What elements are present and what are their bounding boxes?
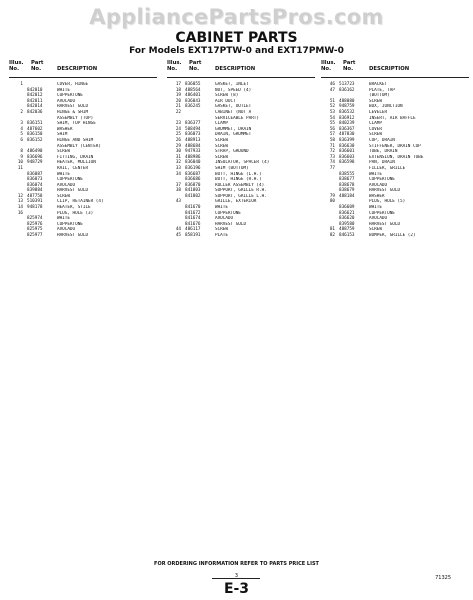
part-no: 841676 — [185, 221, 201, 227]
part-no: 836043 — [185, 98, 201, 104]
part-no: 836196 — [185, 165, 201, 171]
part-no: 838678 — [339, 182, 355, 188]
part-no: 836150 — [27, 132, 43, 138]
part-description: PAN, DRAIN — [369, 160, 395, 166]
part-no: 488564 — [185, 87, 201, 93]
part-no: 488913 — [185, 137, 201, 143]
part-no: 841674 — [185, 216, 201, 222]
part-description: COPPERTONE — [369, 177, 395, 183]
part-description: BRACKET — [369, 82, 388, 87]
part-description: SCREW — [215, 137, 228, 143]
part-no: 836055 — [185, 82, 201, 87]
part-description: HINGE AND SHIM — [57, 137, 94, 143]
part-description: INSERT, AIR BAFFLE — [369, 115, 416, 121]
part-no: 842014 — [27, 104, 43, 110]
part-no: 836152 — [27, 137, 43, 143]
part-description: COPPERTONE — [57, 221, 83, 227]
part-no: 836162 — [339, 87, 355, 93]
illus-no: 21 — [175, 104, 181, 110]
part-description: (BOTTOM) — [369, 93, 390, 99]
header-description: DESCRIPTION — [57, 66, 98, 72]
header-illus-no: Illus. No. — [9, 60, 24, 72]
document-number: 71325 — [435, 575, 451, 581]
part-no: 836073 — [185, 132, 201, 138]
illus-no: 14 — [17, 205, 23, 211]
part-no: 838677 — [339, 177, 355, 183]
part-no: 836686 — [185, 177, 201, 183]
part-no: 836621 — [339, 210, 355, 216]
illus-no: 43 — [175, 199, 181, 205]
part-description: STIFFENER, DRAIN CUP — [369, 143, 421, 149]
part-no: 487830 — [339, 132, 355, 138]
illus-no: 4 — [20, 126, 23, 132]
part-description: HARVEST GOLD — [369, 188, 401, 194]
part-description: GASKET, OUTLET — [215, 104, 252, 110]
part-no: 842010 — [27, 87, 43, 93]
part-description: GASKET, INLET — [215, 82, 249, 87]
part-description: SERVICEABLE PART) — [215, 115, 259, 121]
header-description: DESCRIPTION — [369, 66, 410, 72]
part-no: 836074 — [27, 182, 43, 188]
illus-no: 32 — [175, 160, 181, 166]
part-no: 488184 — [339, 193, 355, 199]
illus-no: 11 — [17, 165, 23, 171]
part-description: HARVEST GOLD — [57, 104, 89, 110]
part-description: SHIM (BOTTOM) — [215, 165, 249, 171]
illus-no: 2 — [20, 109, 23, 115]
part-no: 839884 — [27, 188, 43, 194]
part-description: AVOCADO — [215, 216, 234, 222]
part-no: 513723 — [339, 82, 355, 87]
part-no: 488759 — [339, 227, 355, 233]
part-description: TUBE, DRAIN — [369, 149, 398, 155]
part-no: 825974 — [27, 216, 43, 222]
illus-no: 55 — [329, 121, 335, 127]
part-no: 836603 — [339, 154, 355, 160]
part-no: 836630 — [339, 143, 355, 149]
part-no: 842036 — [27, 109, 43, 115]
part-no: 836040 — [185, 160, 201, 166]
part-description: RAIL, CENTER — [57, 165, 89, 171]
part-description: CLAMP — [215, 121, 228, 127]
part-no: 487758 — [27, 193, 43, 199]
part-description: COPPERTONE — [57, 93, 83, 99]
part-description: COPPERTONE — [57, 177, 83, 183]
part-description: SUPPORT, GRILLE R.H. — [215, 188, 267, 194]
part-description: GRILLE, EXTERIOR — [215, 199, 257, 205]
part-description: AVOCADO — [57, 98, 76, 104]
illus-no: 31 — [175, 154, 181, 160]
part-description: SCREW — [369, 132, 382, 138]
part-no: 836073 — [27, 177, 43, 183]
part-description: BOX, JUNCTION — [369, 104, 403, 110]
part-description: COVER, HINGE — [57, 82, 89, 87]
part-description: LEVELER — [369, 109, 388, 115]
part-description: WHITE — [57, 216, 70, 222]
part-description: PLATE, TAP — [369, 87, 395, 93]
part-no: 836696 — [27, 154, 43, 160]
illus-no: 77 — [329, 165, 335, 171]
illus-no: 71 — [329, 143, 335, 149]
illus-no: 17 — [175, 82, 181, 87]
part-no: 836598 — [339, 160, 355, 166]
illus-no: 30 — [175, 149, 181, 155]
part-description: HEATER, STILE — [57, 205, 91, 211]
illus-no: 54 — [329, 115, 335, 121]
illus-no: 10 — [17, 160, 23, 166]
part-description: AVOCADO — [369, 182, 388, 188]
part-description: WASHER — [57, 126, 73, 132]
page-number-rule — [212, 578, 260, 579]
part-no: 836687 — [185, 171, 201, 177]
page-title: CABINET PARTS — [175, 30, 298, 46]
part-description: PLATE — [215, 233, 228, 239]
part-description: HINGE & SHIM — [57, 109, 89, 115]
part-no: 836532 — [339, 109, 355, 115]
header-illus-no: Illus. No. — [167, 60, 182, 72]
illus-no: 58 — [329, 137, 335, 143]
part-description: BUTT, HINGE (L.H.) — [215, 171, 262, 177]
part-no: 836377 — [185, 121, 201, 127]
illus-no: 22 — [175, 109, 181, 115]
part-no: 948759 — [339, 104, 355, 110]
part-description: AVOCADO — [57, 227, 76, 233]
part-description: WASHER — [369, 193, 385, 199]
part-description: SCREW — [57, 193, 70, 199]
illus-no: 24 — [175, 126, 181, 132]
part-no: 836609 — [339, 205, 355, 211]
part-no: 486490 — [27, 149, 43, 155]
part-no: 836151 — [27, 121, 43, 127]
illus-no: 33 — [175, 165, 181, 171]
part-no: 840239 — [339, 121, 355, 127]
illus-no: 53 — [329, 109, 335, 115]
section-label: E-3 — [223, 581, 250, 597]
part-no: 486117 — [185, 227, 201, 233]
part-description: FILLER, GRILLE — [369, 165, 406, 171]
part-description: PLUG, HOLE (3) — [57, 210, 94, 216]
part-description: HARVEST GOLD — [369, 221, 401, 227]
illus-no: 79 — [329, 193, 335, 199]
part-description: COPPERTONE — [369, 210, 395, 216]
part-no: 858191 — [185, 233, 201, 239]
illus-no: 73 — [329, 154, 335, 160]
part-no: 487602 — [27, 126, 43, 132]
part-no: 836870 — [185, 182, 201, 188]
illus-no: 26 — [175, 137, 181, 143]
part-no: 508494 — [185, 126, 201, 132]
column-header — [167, 59, 315, 78]
ordering-note: FOR ORDERING INFORMATION REFER TO PARTS PRICE LIST — [154, 561, 319, 567]
part-no: 838555 — [339, 171, 355, 177]
part-description: CLAMP — [369, 121, 382, 127]
part-description: SHIM, TOP HINGE — [57, 121, 96, 127]
illus-no: 20 — [175, 98, 181, 104]
part-description: SCREW — [215, 154, 228, 160]
part-description: NUT, SPEED (4) — [215, 87, 252, 93]
part-description: SCREW — [369, 98, 382, 104]
part-description: WHITE — [57, 171, 70, 177]
part-description: AVOCADO — [57, 182, 76, 188]
illus-no: 16 — [17, 210, 23, 216]
illus-no: 72 — [329, 149, 335, 155]
illus-no: 46 — [329, 82, 335, 87]
illus-no: 57 — [329, 132, 335, 138]
part-description: ASSEMBLY (CENTER) — [57, 143, 101, 149]
illus-no: 23 — [175, 121, 181, 127]
illus-no: 1 — [20, 82, 23, 87]
part-description: SCREW — [369, 227, 382, 233]
part-no: 836912 — [339, 115, 355, 121]
illus-no: 29 — [175, 143, 181, 149]
part-description: WHITE — [369, 171, 382, 177]
part-no: 825975 — [27, 227, 43, 233]
illus-no: 37 — [175, 182, 181, 188]
part-description: HARVEST GOLD — [57, 233, 89, 239]
part-description: HARVEST GOLD — [215, 221, 247, 227]
illus-no: 8 — [20, 149, 23, 155]
part-description: EXTENSION, DRAIN TUBE — [369, 154, 424, 160]
part-no: 841802 — [185, 193, 201, 199]
part-no: 846153 — [339, 233, 355, 239]
header-part-no: Part No. — [31, 60, 44, 72]
illus-no: 19 — [175, 93, 181, 99]
illus-no: 80 — [329, 199, 335, 205]
parts-row — [9, 233, 157, 239]
part-description: HARVEST GOLD — [57, 188, 89, 194]
header-illus-no: Illus. No. — [321, 60, 336, 72]
site-watermark: AppliancePartsPros.com — [89, 5, 384, 29]
parts-column-2 — [167, 59, 315, 239]
illus-no: 18 — [175, 87, 181, 93]
illus-no: 56 — [329, 126, 335, 132]
illus-no: 9 — [20, 154, 23, 160]
part-description: SCREW — [57, 149, 70, 155]
column-header — [321, 59, 469, 78]
part-description: COPPERTONE — [215, 210, 241, 216]
part-description: HEATER, MULLION — [57, 160, 96, 166]
part-no: 838679 — [339, 188, 355, 194]
part-description: BUMPER, GRILLE (2) — [369, 233, 416, 239]
page-subtitle: For Models EXT17PTW-0 and EXT17PMW-0 — [129, 46, 344, 56]
part-no: 488080 — [339, 98, 355, 104]
part-description: INSULATOR, SPACER (4) — [215, 160, 270, 166]
part-description: SHIM — [57, 132, 68, 138]
parts-column-3 — [321, 59, 469, 239]
part-no: 488684 — [185, 143, 201, 149]
illus-no: 47 — [329, 87, 335, 93]
part-no: 486401 — [185, 93, 201, 99]
part-no: 842011 — [27, 98, 43, 104]
parts-row — [167, 233, 315, 239]
part-description: DRAIN, GROMMET — [215, 132, 252, 138]
parts-column-1 — [9, 59, 157, 239]
part-description: PLUG, HOLE (5) — [369, 199, 406, 205]
part-description: ROLLER ASSEMBLY (4) — [215, 182, 265, 188]
illus-no: 5 — [20, 132, 23, 138]
illus-no: 38 — [175, 188, 181, 194]
part-description: SCREW — [215, 227, 228, 233]
part-no: 825977 — [27, 233, 43, 239]
part-no: 841670 — [185, 205, 201, 211]
part-no: 948178 — [27, 205, 43, 211]
part-description: CLIP, RETAINER (4) — [57, 199, 104, 205]
part-description: SUPPORT, GRILLE L.H. — [215, 193, 267, 199]
part-no: 841672 — [185, 210, 201, 216]
part-description: GROMMET, DRAIN — [215, 126, 252, 132]
part-no: 836620 — [339, 216, 355, 222]
part-no: 836367 — [339, 126, 355, 132]
illus-no: 6 — [20, 137, 23, 143]
part-no: 825976 — [27, 221, 43, 227]
header-description: DESCRIPTION — [215, 66, 256, 72]
column-header — [9, 59, 157, 78]
part-description: FITTING, DRAIN — [57, 154, 94, 160]
part-description: AIR DUCT — [215, 98, 236, 104]
illus-no: 45 — [175, 233, 181, 239]
part-description: ASSEMBLY (TOP) — [57, 115, 94, 121]
part-no: 836399 — [339, 137, 355, 143]
illus-no: 34 — [175, 171, 181, 177]
illus-no: 51 — [329, 98, 335, 104]
part-description: STRAP, GROUND — [215, 149, 249, 155]
part-no: 488986 — [185, 154, 201, 160]
part-description: SCREW (8) — [215, 93, 239, 99]
part-description: COVER — [369, 126, 382, 132]
illus-no: 3 — [20, 121, 23, 127]
parts-row — [321, 233, 469, 239]
part-no: 841803 — [185, 188, 201, 194]
part-no: 836601 — [339, 149, 355, 155]
illus-no: 74 — [329, 160, 335, 166]
part-description: SCREW — [215, 143, 228, 149]
part-description: WHITE — [57, 87, 70, 93]
part-no: 839580 — [339, 221, 355, 227]
part-no: 836245 — [185, 104, 201, 110]
part-description: BUTT, HINGE (R.H.) — [215, 177, 262, 183]
illus-no: 81 — [329, 227, 335, 233]
illus-no: 44 — [175, 227, 181, 233]
part-description: WHITE — [215, 205, 228, 211]
illus-no: 25 — [175, 132, 181, 138]
part-description: CUP, DRAIN — [369, 137, 395, 143]
part-no: 510391 — [27, 199, 43, 205]
header-part-no: Part No. — [189, 60, 202, 72]
part-no: 842012 — [27, 93, 43, 99]
part-description: AVOCADO — [369, 216, 388, 222]
header-part-no: Part No. — [343, 60, 356, 72]
illus-no: 13 — [17, 199, 23, 205]
part-no: 948729 — [27, 160, 43, 166]
part-no: 836087 — [27, 171, 43, 177]
part-description: CABINET (NOT A — [215, 109, 252, 115]
page-number: 3 — [234, 573, 239, 579]
illus-no: 52 — [329, 104, 335, 110]
part-no: 947933 — [185, 149, 201, 155]
illus-no: 82 — [329, 233, 335, 239]
illus-no: 12 — [17, 193, 23, 199]
part-description: WHITE — [369, 205, 382, 211]
